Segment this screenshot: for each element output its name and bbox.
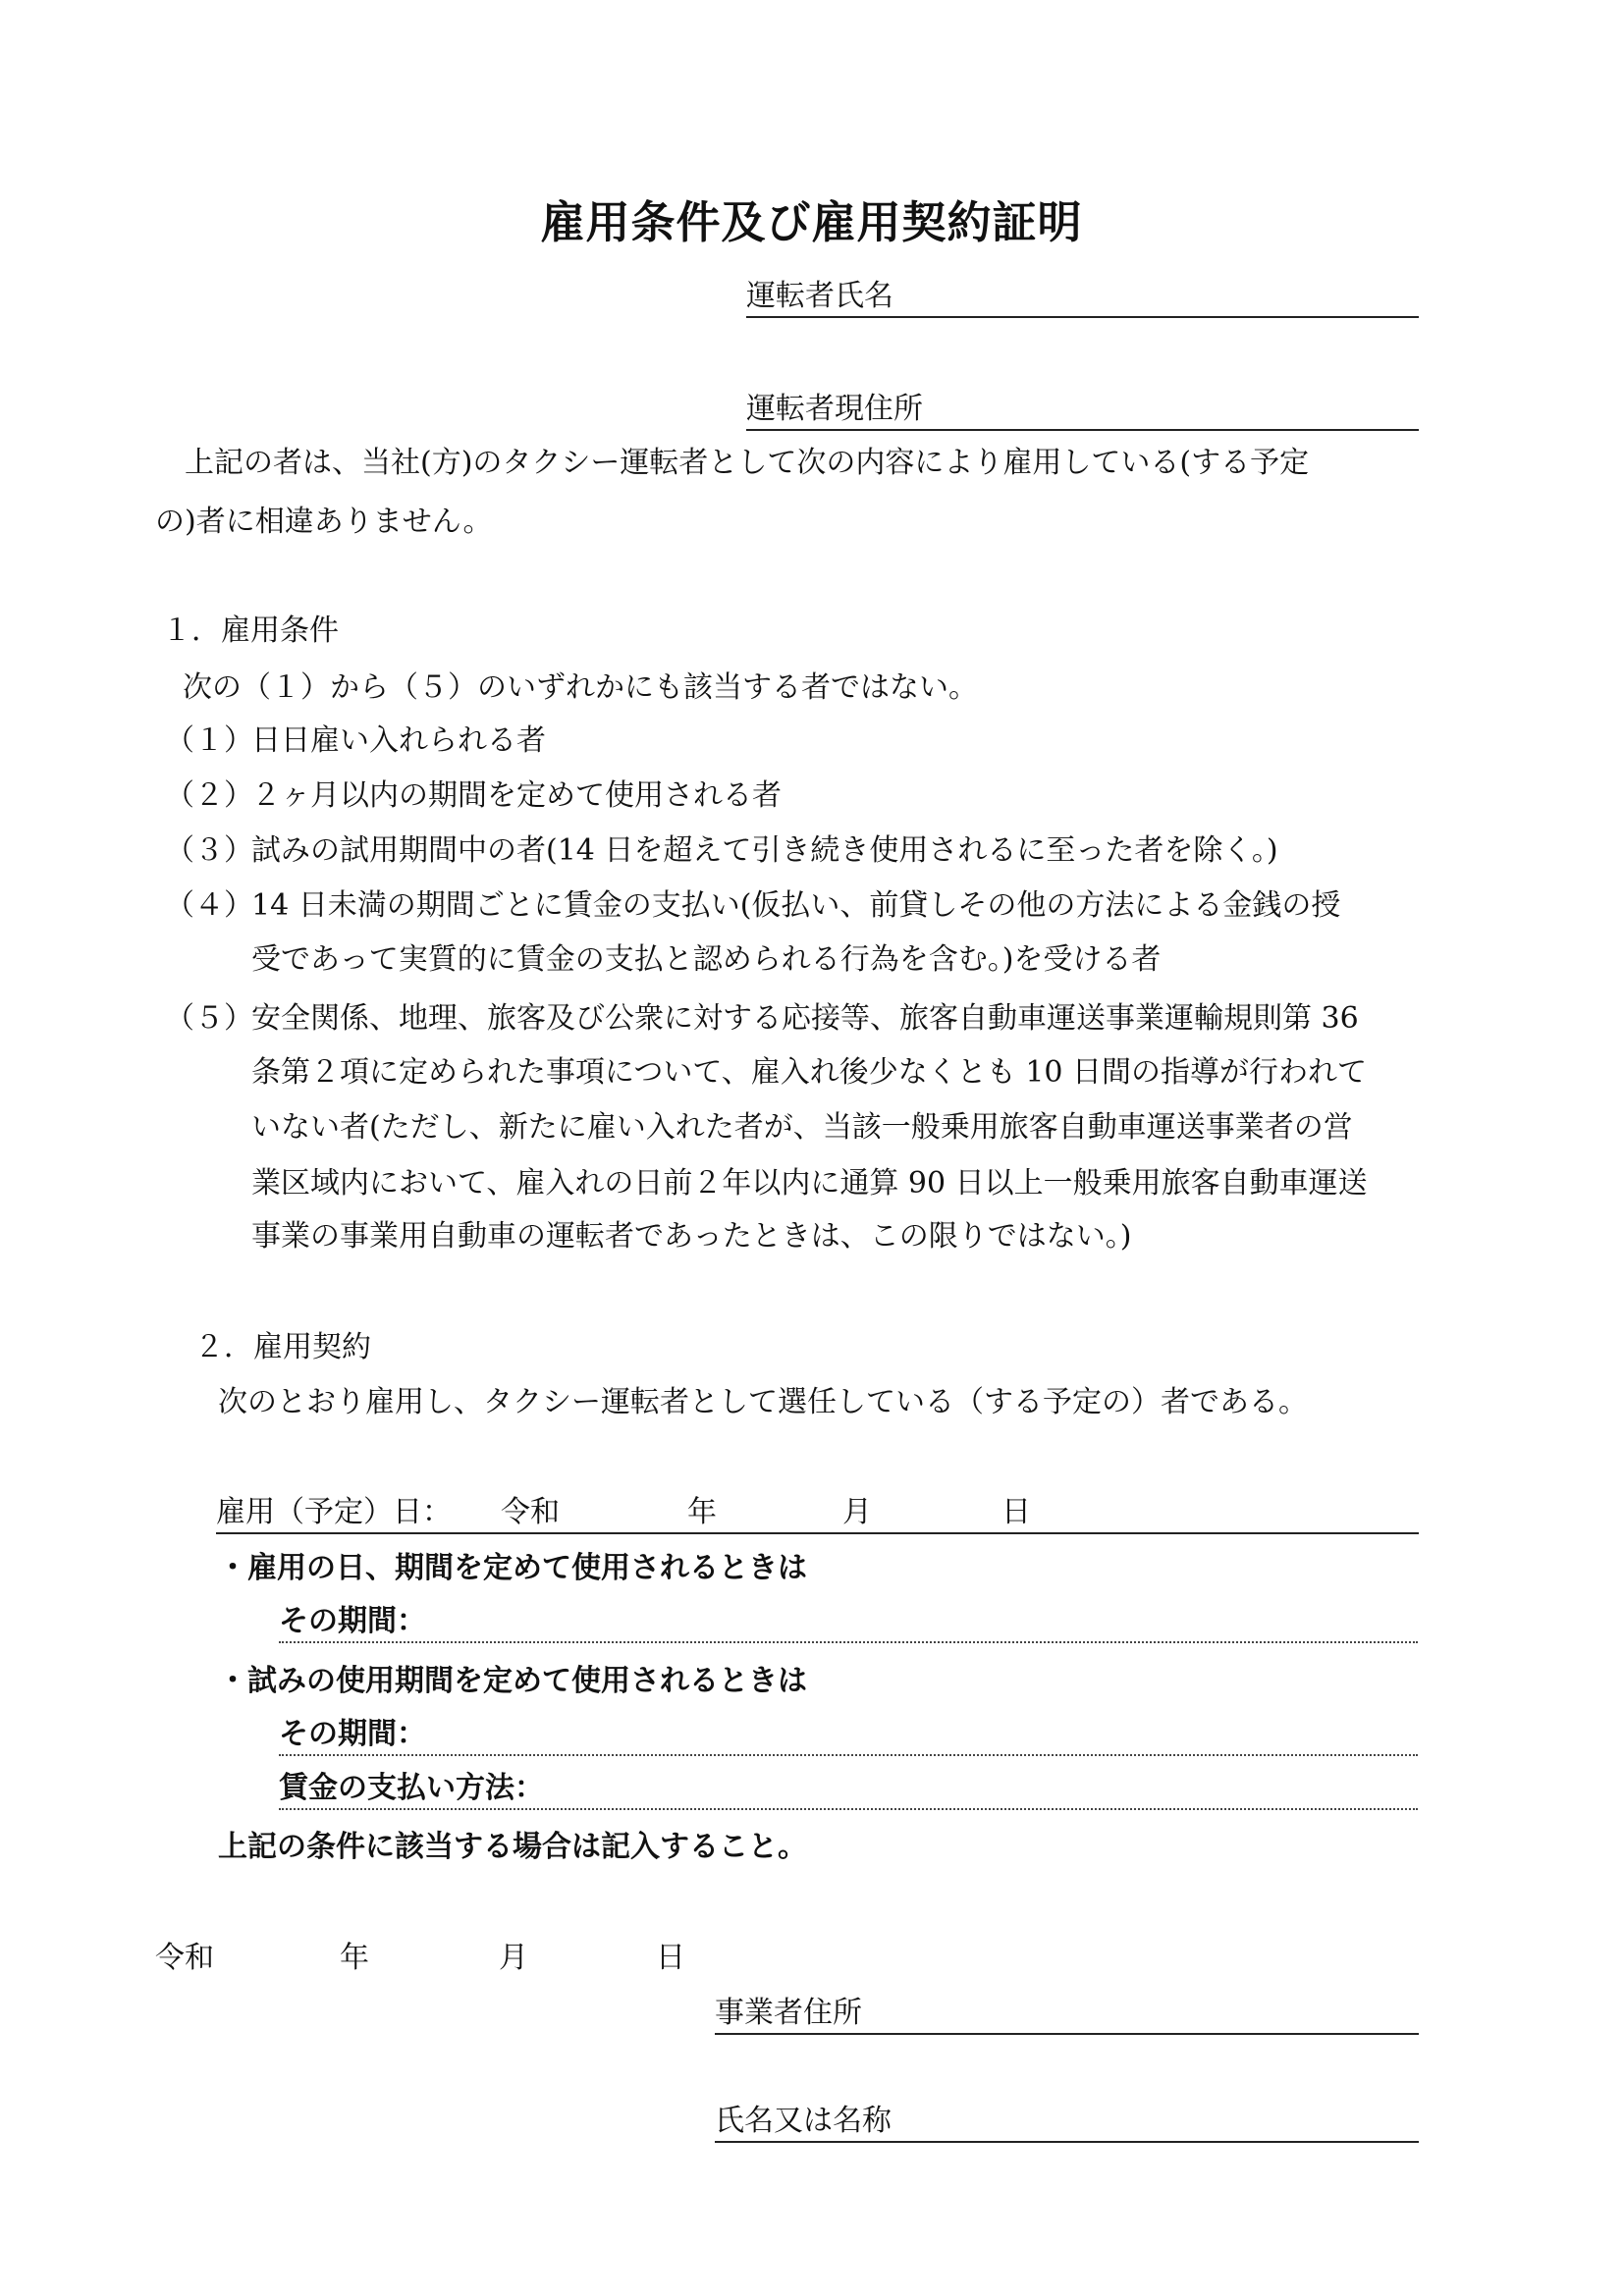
driver-address-field[interactable]: [746, 390, 1419, 431]
item-2-text: ２ヶ月以内の期間を定めて使用される者: [251, 778, 782, 813]
item-1-number: （１）: [165, 723, 253, 758]
section1-lead: 次の（１）から（５）のいずれかにも該当する者ではない。: [183, 670, 978, 705]
item-4-number: （４）: [165, 888, 253, 923]
hire-date-day: 日: [1001, 1495, 1031, 1529]
fixed-term-period-label: その期間：: [279, 1604, 426, 1638]
item-5-text-line-3: いない者(ただし、新たに雇い入れた者が、当該一般乗用旅客自動車運送事業者の営: [251, 1110, 1353, 1145]
hire-date-month: 月: [842, 1495, 872, 1529]
item-1-text: 日日雇い入れられる者: [251, 723, 546, 758]
footer-date-era: 令和: [155, 1941, 214, 1975]
wage-payment-field[interactable]: [279, 1769, 1418, 1810]
trial-period-field[interactable]: [279, 1715, 1418, 1756]
trial-period-label: その期間：: [279, 1717, 426, 1751]
item-5-number: （５）: [165, 1001, 253, 1036]
hire-date-field[interactable]: [216, 1493, 1419, 1534]
employer-name-field[interactable]: [715, 2102, 1419, 2143]
document-title: 雇用条件及び雇用契約証明: [540, 196, 1083, 248]
section2-lead: 次のとおり雇用し、タクシー運転者として選任している（する予定の）者である。: [218, 1385, 1308, 1419]
intro-line-1: 上記の者は、当社(方)のタクシー運転者として次の内容により雇用している(する予定: [185, 446, 1310, 480]
employer-name-label: 氏名又は名称: [715, 2104, 892, 2138]
driver-name-label: 運転者氏名: [746, 279, 893, 313]
item-4-text-line-2: 受であって実質的に賃金の支払と認められる行為を含む。)を受ける者: [251, 942, 1162, 977]
item-3-text: 試みの試用期間中の者(14 日を超えて引き続き使用されるに至った者を除く。): [251, 833, 1278, 868]
intro-line-2: の)者に相違ありません。: [155, 505, 493, 539]
driver-address-label: 運転者現住所: [746, 392, 923, 426]
item-5-text-line-2: 条第２項に定められた事項について、雇入れ後少なくとも 10 日間の指導が行われて: [251, 1055, 1368, 1090]
item-5-text-line-5: 事業の事業用自動車の運転者であったときは、この限りではない。): [251, 1219, 1132, 1254]
fixed-term-condition: ・雇用の日、期間を定めて使用されるときは: [218, 1551, 807, 1585]
item-3-number: （３）: [165, 833, 253, 868]
employer-address-label: 事業者住所: [715, 1996, 862, 2030]
hire-date-label: 雇用（予定）日：: [216, 1495, 452, 1529]
item-2-number: （２）: [165, 778, 253, 813]
item-4-text-line-1: 14 日未満の期間ごとに賃金の支払い(仮払い、前貸しその他の方法による金銭の授: [251, 888, 1341, 923]
fixed-term-period-field[interactable]: [279, 1602, 1418, 1643]
footer-date-year: 年: [340, 1941, 369, 1975]
hire-date-era: 令和: [501, 1495, 560, 1529]
hire-date-year: 年: [687, 1495, 717, 1529]
item-5-text-line-4: 業区域内において、雇入れの日前２年以内に通算 90 日以上一般乗用旅客自動車運送: [251, 1166, 1368, 1201]
employer-address-field[interactable]: [715, 1994, 1419, 2035]
footer-date-day: 日: [656, 1941, 685, 1975]
section1-heading: １．雇用条件: [162, 614, 339, 648]
item-5-text-line-1: 安全関係、地理、旅客及び公衆に対する応接等、旅客自動車運送事業運輸規則第 36: [251, 1001, 1359, 1036]
wage-payment-label: 賃金の支払い方法：: [279, 1771, 544, 1805]
driver-name-field[interactable]: [746, 277, 1419, 318]
fill-in-note: 上記の条件に該当する場合は記入すること。: [218, 1830, 807, 1864]
trial-condition: ・試みの使用期間を定めて使用されるときは: [218, 1664, 807, 1698]
section2-heading: ２．雇用契約: [194, 1330, 371, 1364]
footer-date-month: 月: [499, 1941, 528, 1975]
